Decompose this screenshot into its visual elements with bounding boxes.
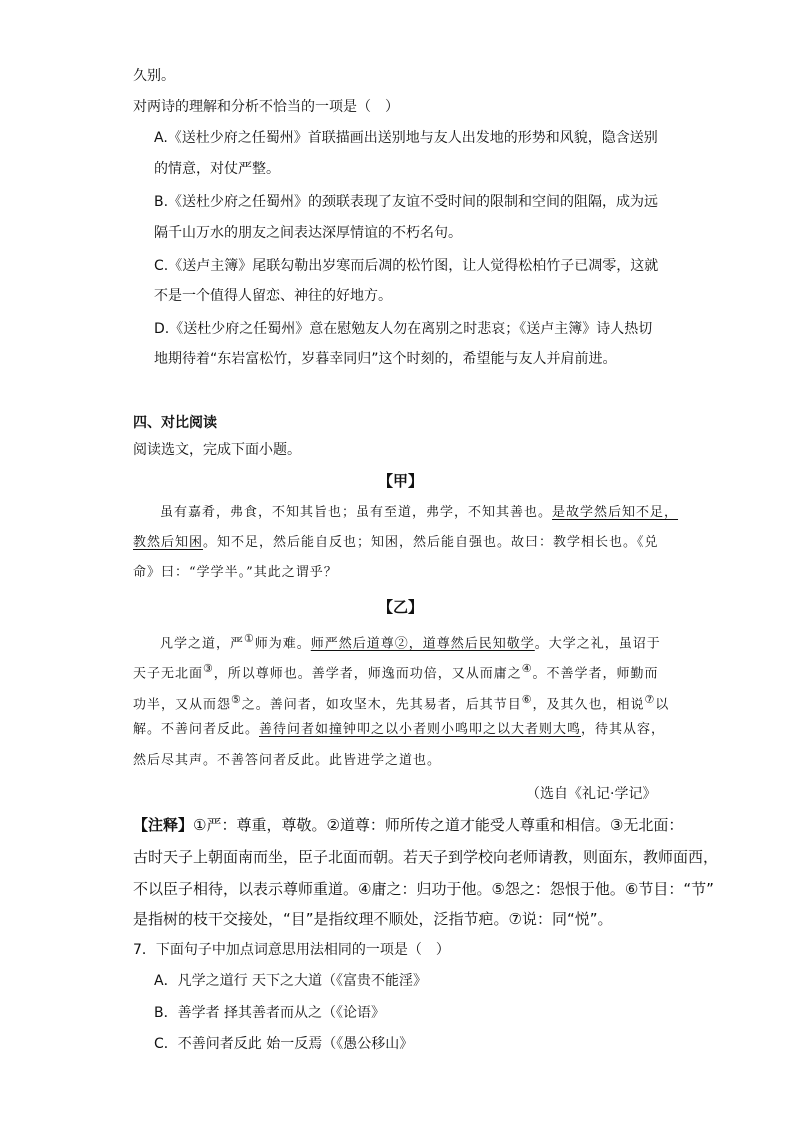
q6-stem: 对两诗的理解和分析不恰当的一项是（ ） [133,99,399,115]
jia-line-1-text: 虽有嘉肴，弗食，不知其旨也；虽有至道，弗学，不知其善也。 [160,505,553,520]
yi-underlined-sentence-2: 善待问者如撞钟叩之以小者则小鸣叩之以大者则大鸣 [259,722,582,737]
yi-line-3-text-b: 之。善问者，如攻坚木，先其易者，后其节目 [241,697,522,713]
yi-heading: 【乙】 [378,598,424,616]
q7-option-c: C．不善问者反此 始一反焉（《愚公移山》 [154,1036,414,1052]
notes-text-1: ①严：尊重，尊敬。②道尊：师所传之道才能受人尊重和相信。③无北面： [193,816,684,834]
yi-line-3-text-d: 以 [655,697,670,713]
note-marker-3: ③ [203,662,214,675]
yi-line-1-text-b: 师为难。 [254,636,311,652]
yi-line-3 [133,690,669,715]
notes-line-1 [133,815,683,835]
notes-line-4: 是指树的枝干交接处，“目”是指纹理不顺处，泛指节疤。⑦说：同“悦”。 [133,910,613,928]
source-citation: （选自《礼记·学记》 [526,786,657,802]
yi-line-2-text-a: 天子无北面 [133,666,204,682]
q6-option-d-line2: 地期待着“东岩富松竹，岁暮幸同归”这个时刻的，希望能与友人并肩前进。 [154,351,617,367]
q6-option-a-line2: 的情意，对仗严整。 [154,161,280,177]
jia-line-2 [133,533,659,553]
q6-option-b-line1: B.《送杜少府之任蜀州》的颈联表现了友谊不受时间的限制和空间的阻隔，成为远 [154,194,659,210]
yi-line-2 [133,659,658,684]
yi-line-1-text-a: 凡学之道，严 [160,636,245,652]
note-marker-7: ⑦ [644,693,656,706]
notes-line-2: 古时天子上朝面南而坐，臣子北面而朝。若天子到学校向老师请教，则面东，教师面西， [133,848,719,866]
jia-heading: 【甲】 [378,472,424,490]
notes-line-3: 不以臣子相待，以表示尊师重道。④庸之：归功于他。⑤怨之：怨恨于他。⑥节目：“节” [133,880,714,898]
note-marker-4: ④ [521,662,533,675]
q7-stem: 7．下面句子中加点词意思用法相同的一项是（ ） [133,942,450,958]
yi-line-1 [160,629,661,654]
q6-option-b-line2: 隔千山万水的朋友之间表达深厚情谊的不朽名句。 [154,225,462,241]
jia-underlined-sentence-2: 教然后知困 [133,535,204,550]
yi-line-4-text-b: ，待其从容， [581,722,666,737]
jia-line-1 [160,503,678,523]
note-marker-5: ⑤ [231,693,242,706]
q7-option-b: B．善学者 择其善者而从之（《论语》 [154,1005,386,1021]
jia-line-3: 命》曰：“学学半。”其此之谓乎？ [133,565,338,580]
notes-label: 【注释】 [133,816,194,834]
q7-option-a: A．凡学之道行 天下之大道（《富贵不能淫》 [154,973,428,989]
section-title: 四、对比阅读 [133,415,217,431]
yi-line-3-text-c: ，及其久也，相说 [532,697,645,713]
q6-option-a-line1: A.《送杜少府之任蜀州》首联描画出送别地与友人出发地的形势和风貌，隐含送别 [154,130,658,146]
yi-line-2-text-c: 。不善学者，师勤而 [532,666,659,682]
yi-line-5: 然后尽其声。不善答问者反此。此皆进学之道也。 [133,753,442,768]
q6-option-c-line2: 不是一个值得人留恋、神往的好地方。 [154,288,392,304]
yi-underlined-sentence-1: 师严然后道尊②，道尊然后民知敬学 [310,636,535,652]
yi-line-4-text-a: 解。不善问者反此。 [133,722,260,737]
q6-option-d-line1: D.《送杜少府之任蜀州》意在慰勉友人勿在离别之时悲哀；《送卢主簿》诗人热切 [154,321,653,337]
jia-underlined-sentence-1: 是故学然后知不足， [552,505,679,520]
q6-option-c-line1: C.《送卢主簿》尾联勾勒出岁寒而后凋的松竹图，让人觉得松柏竹子已凋零，这就 [154,258,659,274]
note-marker-1: ① [244,632,255,645]
yi-line-2-text-b: ，所以尊师也。善学者，师逸而功倍，又从而庸之 [213,666,522,682]
yi-line-4 [133,720,665,740]
q6-tail-text: 久别。 [133,68,175,84]
section-instruction: 阅读选文，完成下面小题。 [133,442,301,458]
yi-line-1-text-c: 。大学之礼，虽诏于 [534,636,661,652]
note-marker-6: ⑥ [521,693,533,706]
jia-line-2-text: 。知不足，然后能自反也；知困，然后能自强也。故曰：教学相长也。《兑 [203,535,659,550]
yi-line-3-text-a: 功半，又从而怨 [133,697,232,713]
